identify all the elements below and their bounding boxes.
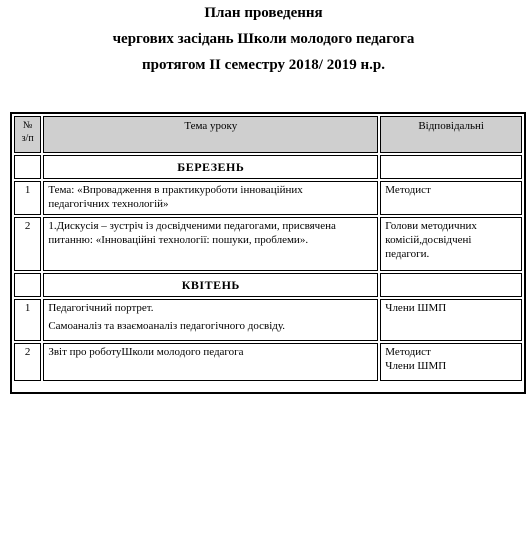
month-label: БЕРЕЗЕНЬ (43, 155, 378, 179)
row-topic: Тема: «Впровадження в практикуроботи інноваційних педагогічних технологій» (43, 181, 378, 215)
table-header-row (14, 116, 522, 153)
row-responsible: Методист (380, 181, 522, 215)
empty-cell (14, 155, 41, 179)
month-row-march (14, 155, 522, 179)
document-period: протягом ІІ семестру 2018/ 2019 н.р. (142, 57, 385, 73)
row-number: 1 (14, 181, 41, 215)
row-topic: Звіт про роботуШколи молодого педагога (43, 343, 378, 381)
month-row-april (14, 273, 522, 297)
document-subtitle: чергових засідань Школи молодого педагога (112, 31, 415, 47)
row-topic: 1.Дискусія – зустріч із досвідченими педагогами, присвячена питанню: «Інноваційні технології: пошуки, проблеми». (43, 217, 378, 271)
row-responsible: Методист Члени ШМП (380, 343, 522, 381)
column-header-number: № з/п (14, 116, 41, 153)
row-number: 2 (14, 343, 41, 381)
plan-table (12, 114, 524, 383)
empty-cell (380, 273, 522, 297)
month-label: КВІТЕНЬ (43, 273, 378, 297)
empty-cell (14, 273, 41, 297)
row-number: 2 (14, 217, 41, 271)
row-number: 1 (14, 299, 41, 341)
column-header-topic: Тема уроку (43, 116, 378, 153)
row-topic: Педагогічний портрет. Самоаналіз та взаємоаналіз педагогічного досвіду. (43, 299, 378, 341)
row-responsible: Голови методичних комісій,досвідчені педагоги. (380, 217, 522, 271)
row-responsible: Члени ШМП (380, 299, 522, 341)
table-row (14, 343, 522, 381)
plan-table-frame (10, 112, 526, 394)
document-title: План проведення (204, 5, 323, 21)
table-row (14, 299, 522, 341)
table-row (14, 181, 522, 215)
empty-cell (380, 155, 522, 179)
table-row (14, 217, 522, 271)
column-header-responsible: Відповідальні (380, 116, 522, 153)
